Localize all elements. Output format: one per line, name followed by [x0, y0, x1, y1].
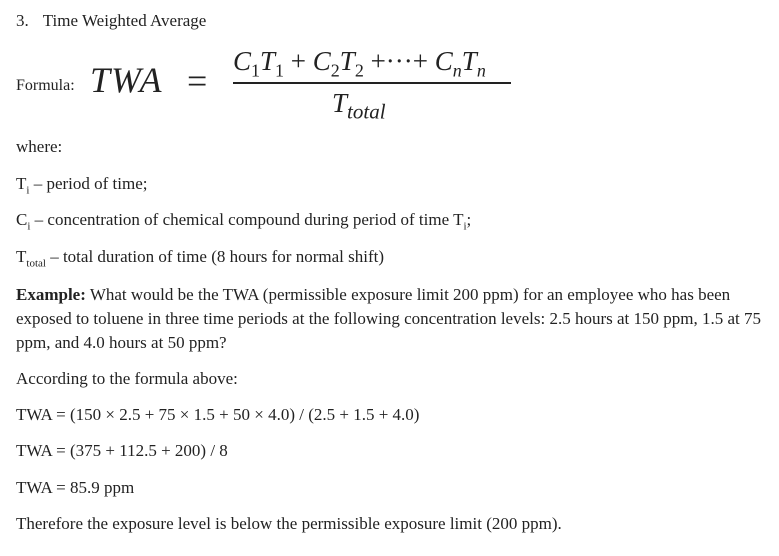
calculation-step-2: TWA = (375 + 112.5 + 200) / 8 — [16, 441, 228, 460]
section-title: Time Weighted Average — [42, 11, 207, 30]
example-label: Example: — [16, 285, 86, 304]
formula-lhs: TWA — [90, 60, 163, 100]
according-text: According to the formula above: — [16, 369, 238, 388]
where-label: where: — [16, 137, 63, 156]
definition-ti: $T_i$ – period of time; — [16, 174, 148, 197]
section-heading — [16, 11, 206, 31]
formula-label: Formula: — [16, 77, 75, 94]
calculation-result: TWA = 85.9 ppm — [16, 478, 135, 497]
section-number: 3. — [16, 11, 29, 30]
fraction-bar — [233, 82, 511, 84]
example-text: What would be the TWA (permissible exposure limit 200 ppm) for an employee who has been exposed to toluene in three time periods at the following concentration levels: 2.5 hours at 150 ppm, 1.5 at 75 ppm, and 4.0 hours at 50 ppm? — [16, 285, 761, 352]
formula-denominator: $T_{total}$ — [332, 88, 386, 124]
example-paragraph — [16, 283, 768, 355]
definition-ci: $C_i$ – concentration of chemical compound during period of time $T_i$; — [16, 210, 472, 233]
calculation-step-1: TWA = (150 × 2.5 + 75 × 1.5 + 50 × 4.0) / (2.5 + 1.5 + 4.0) — [16, 405, 420, 424]
formula-equals: = — [187, 61, 208, 101]
formula-numerator: $C_1T_1 + C_2T_2$ +···+ $C_nT_n$ — [233, 46, 486, 81]
definition-ttotal: $T_{total}$ – total duration of time (8 hours for normal shift) — [16, 247, 384, 270]
conclusion-text: Therefore the exposure level is below the permissible exposure limit (200 ppm). — [16, 514, 562, 533]
